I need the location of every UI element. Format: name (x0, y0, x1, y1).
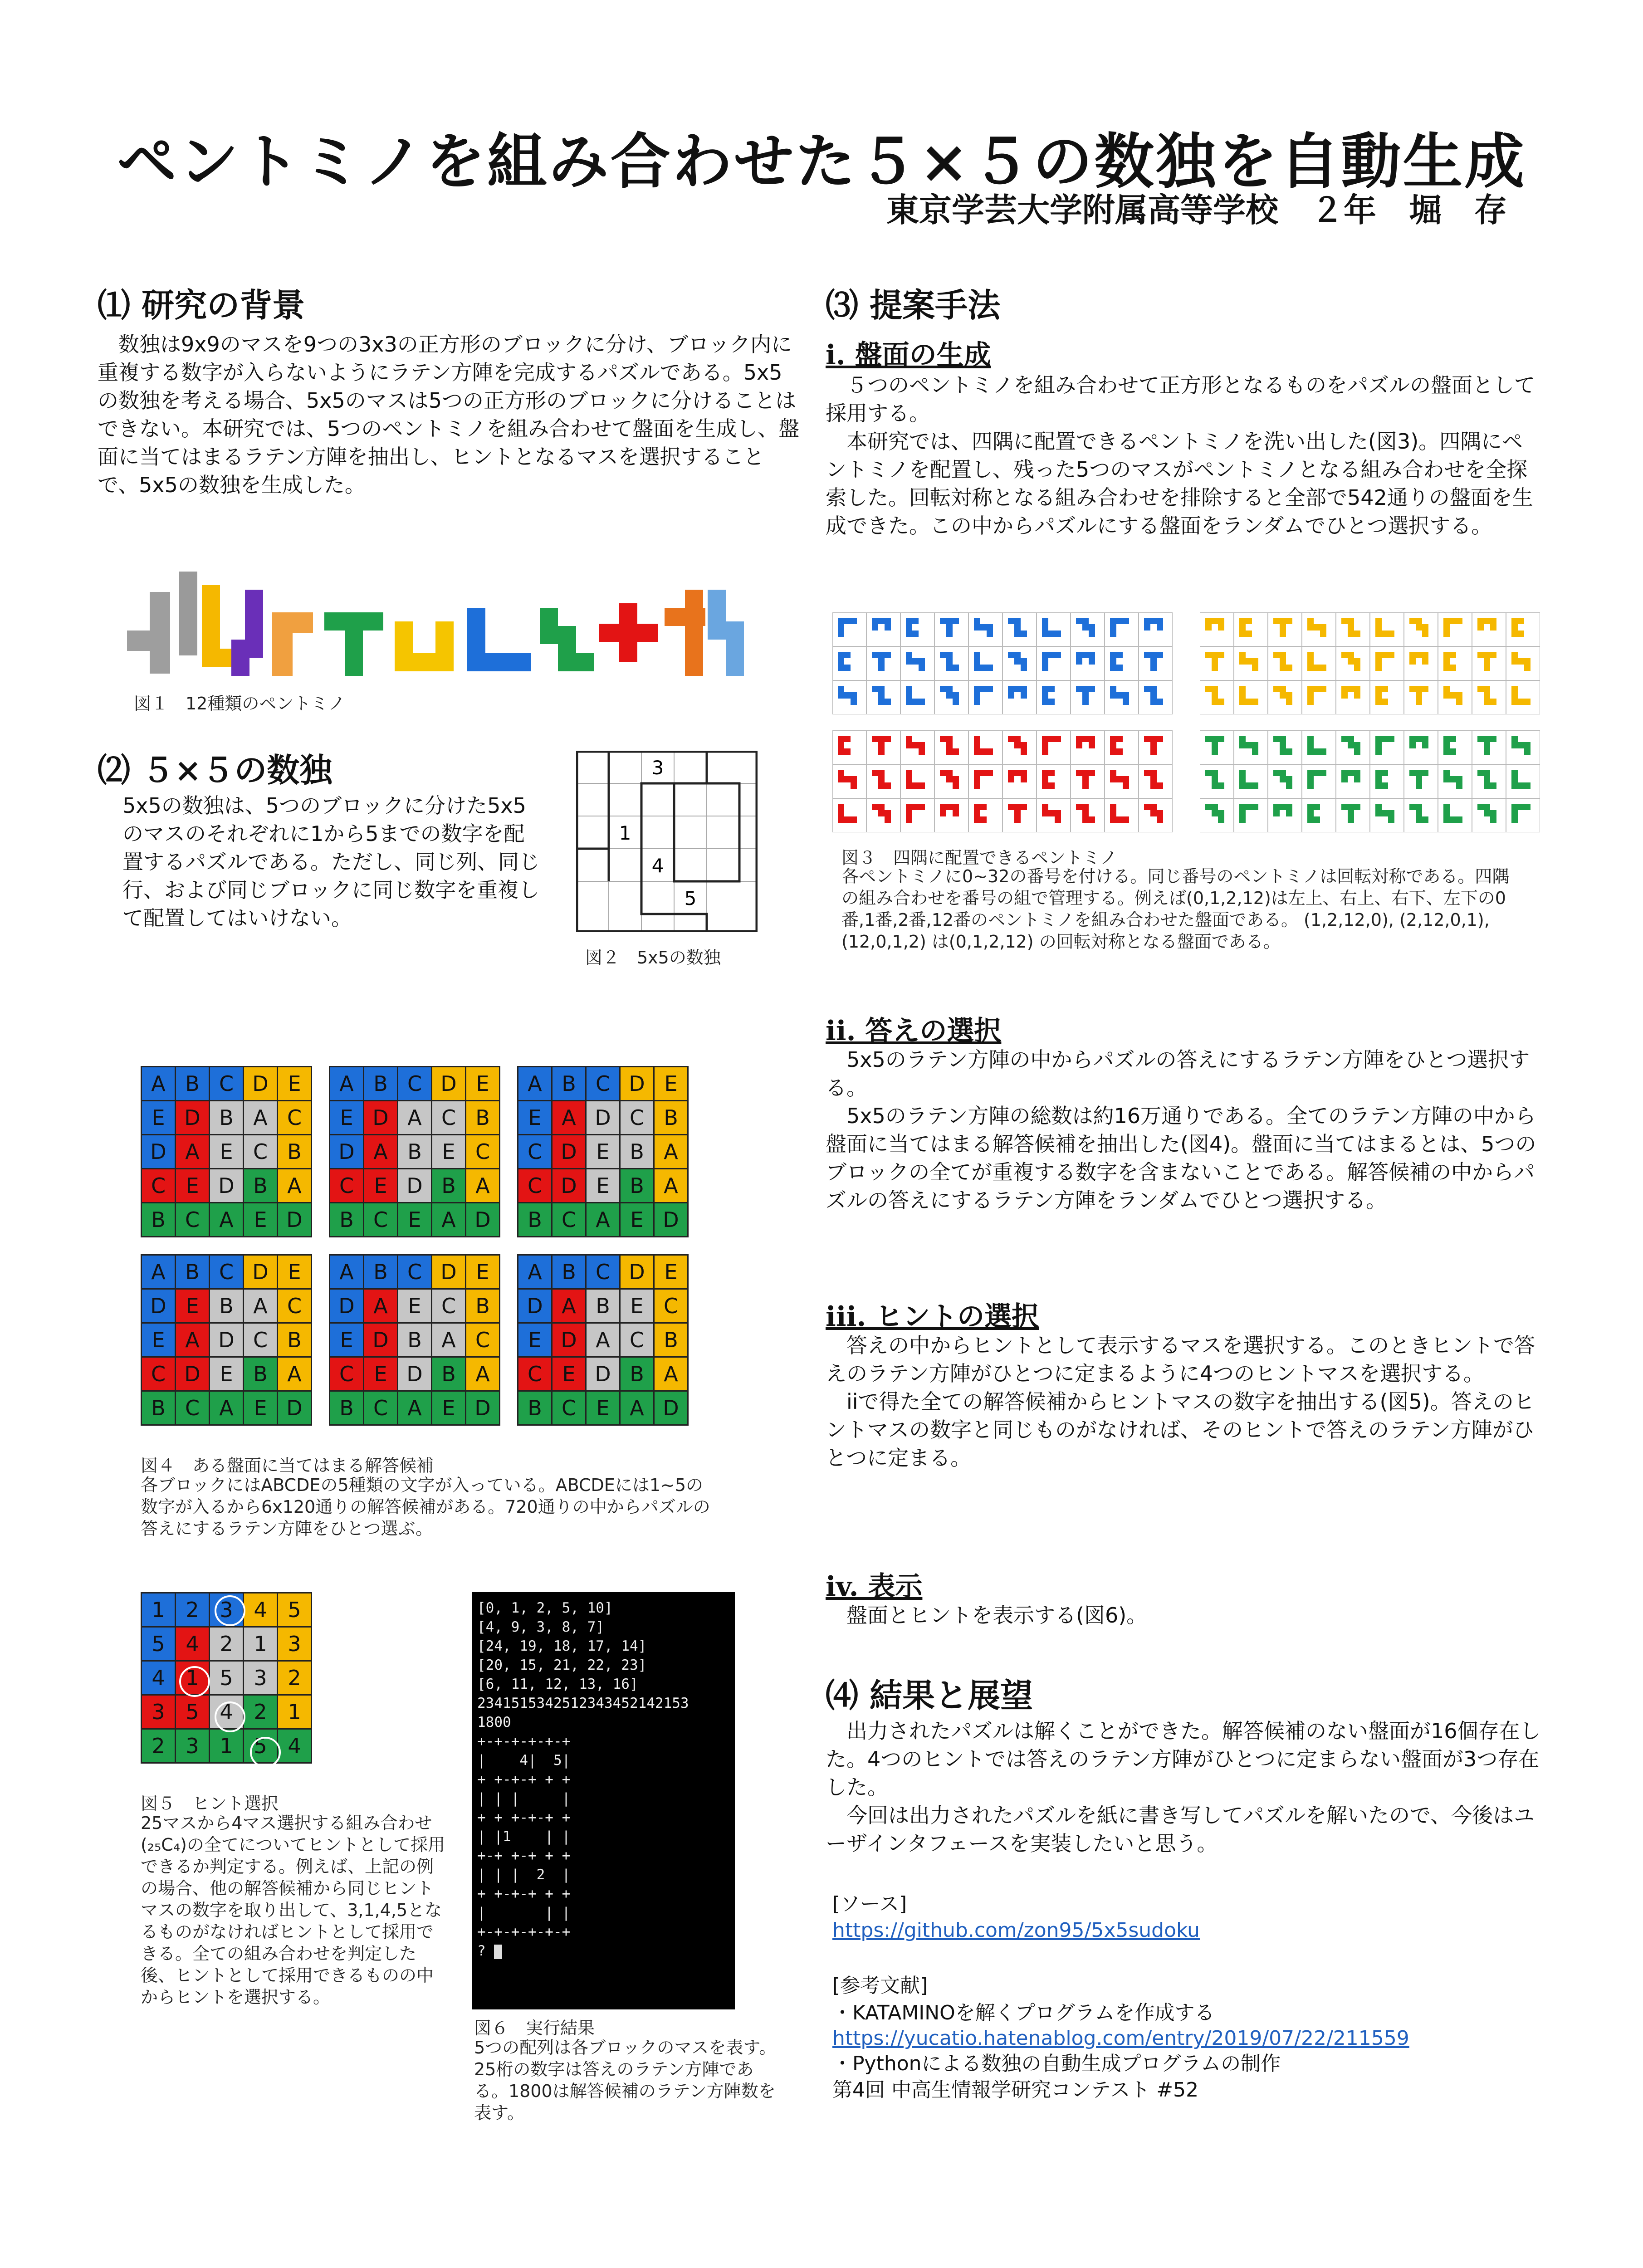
terminal-line: | | | (477, 1905, 571, 1921)
grid-cell: B (620, 1135, 654, 1169)
contest-name: 第4回 中高生情報学研究コンテスト #52 (832, 2078, 1199, 2102)
grid-cell: B (210, 1289, 244, 1323)
terminal-line: +-+ +-+ + + (477, 1848, 571, 1864)
grid-cell: E (364, 1357, 398, 1391)
grid-cell: A (176, 1135, 210, 1169)
grid-cell: E (330, 1101, 364, 1135)
grid-cell: C (398, 1255, 432, 1289)
grid-cell: 2 (142, 1729, 176, 1763)
grid-cell: E (244, 1391, 278, 1425)
grid-cell: C (518, 1357, 552, 1391)
grid-cell: C (330, 1357, 364, 1391)
grid-cell: 1 (244, 1627, 278, 1661)
section-2-body (122, 792, 544, 932)
grid-cell: C (142, 1169, 176, 1203)
grid-cell: E (432, 1391, 466, 1425)
terminal-line: | | | | (477, 1790, 571, 1807)
grid-cell: A (364, 1289, 398, 1323)
pentomino-T (324, 612, 383, 676)
grid-cell: D (552, 1169, 586, 1203)
hint-selection-figure (141, 1592, 322, 1774)
grid-cell: D (620, 1067, 654, 1101)
sudoku-digit-5: 5 (684, 887, 697, 909)
grid-cell: C (244, 1323, 278, 1357)
section-3-i-paragraph-2: 本研究では、四隅に配置できるペントミノを洗い出した(図3)。四隅にペントミノを配置し、残った5つのマスがペントミノとなる組み合わせを全探索した。回転対称となる組み合わせを排除すると全部で542通りの盤面を生成できた。この中からパズルにする盤面をランダムでひとつ選択する。 (826, 429, 1533, 538)
corner-pentomino-figure (832, 612, 1540, 830)
pentomino-P (272, 612, 313, 676)
section-3-iii-paragraph-2: iiで得た全ての解答候補からヒントマスの数字を抽出する(図5)。答えのヒントマスの数字と同じものがなければ、そのヒントで答えのラテン方陣がひとつに定まる。 (826, 1389, 1535, 1470)
grid-cell: B (330, 1391, 364, 1425)
grid-cell: C (364, 1203, 398, 1237)
grid-cell: A (620, 1391, 654, 1425)
grid-cell: A (330, 1067, 364, 1101)
grid-cell: A (398, 1391, 432, 1425)
grid-cell: E (466, 1067, 500, 1101)
figure-1-caption: 図１ 12種類のペントミノ (134, 694, 346, 714)
grid-cell: C (176, 1203, 210, 1237)
grid-cell: 1 (210, 1729, 244, 1763)
grid-cell: E (586, 1391, 620, 1425)
grid-cell: E (398, 1203, 432, 1237)
grid-cell: E (142, 1323, 176, 1357)
grid-cell: C (364, 1391, 398, 1425)
grid-cell: A (518, 1067, 552, 1101)
grid-cell: D (466, 1391, 500, 1425)
grid-cell: 3 (176, 1729, 210, 1763)
grid-cell: D (552, 1135, 586, 1169)
grid-cell: 3 (244, 1661, 278, 1695)
grid-cell: 4 (244, 1593, 278, 1627)
grid-cell: E (620, 1289, 654, 1323)
section-3-iv-paragraph: 盤面とヒントを表示する(図6)。 (846, 1603, 1148, 1628)
grid-cell: B (398, 1135, 432, 1169)
grid-cell: A (654, 1357, 688, 1391)
section-3-i-paragraph-1: ５つのペントミノを組み合わせて正方形となるものをパズルの盤面として採用する。 (826, 373, 1535, 425)
pentomino-V (467, 608, 531, 671)
grid-cell: B (176, 1255, 210, 1289)
grid-cell: 5 (244, 1729, 278, 1763)
grid-cell: E (364, 1169, 398, 1203)
grid-cell: A (142, 1067, 176, 1101)
figure-3-caption-title: 図３ 四隅に配置できるペントミノ (841, 848, 1118, 868)
candidate-grid (329, 1254, 500, 1426)
reference-2: ・Pythonによる数独の自動生成プログラムの制作 (832, 2052, 1281, 2075)
grid-cell: C (278, 1101, 312, 1135)
section-3-iii-heading: iii. ヒントの選択 (826, 1301, 1039, 1333)
yellow-corner-panel (1200, 612, 1540, 714)
terminal-line: [24, 19, 18, 17, 14] (477, 1638, 647, 1654)
grid-cell: A (466, 1357, 500, 1391)
pentomino-X (599, 603, 658, 662)
poster-title: ペントミノを組み合わせた５×５の数独を自動生成 (117, 127, 1526, 197)
grid-cell: 1 (278, 1695, 312, 1729)
grid-cell: D (654, 1391, 688, 1425)
grid-cell: C (518, 1169, 552, 1203)
figure-2-caption: 図２ 5x5の数独 (585, 948, 721, 968)
terminal-line: | | | 2 | (477, 1867, 571, 1883)
grid-cell: C (586, 1067, 620, 1101)
grid-cell: D (210, 1169, 244, 1203)
section-1-body (98, 330, 801, 499)
section-3-ii-body (826, 1046, 1542, 1214)
hint-circle (179, 1666, 210, 1697)
figure-6-caption-title: 図６ 実行結果 (474, 2018, 595, 2038)
grid-cell: A (176, 1323, 210, 1357)
grid-cell: E (432, 1135, 466, 1169)
grid-cell: 4 (176, 1627, 210, 1661)
source-link[interactable]: https://github.com/zon95/5x5sudoku (832, 1919, 1200, 1942)
grid-cell: B (432, 1169, 466, 1203)
grid-cell: 5 (278, 1593, 312, 1627)
section-3-iv-body (826, 1601, 1542, 1629)
figure-3-caption-body: 各ペントミノに0~32の番号を付ける。同じ番号のペントミノは回転対称である。四隅の組み合わせを番号の組で管理する。例えば(0,1,2,12)は左上、右上、右下、左下の0番,1番,2番,12番のペントミノを組み合わせた盤面である。 (1,2,12,0), (2,12,0,1), (12,0,1,2) は(0,1,2,12) の回転対称となる盤面である。 (841, 866, 1510, 952)
grid-cell: B (466, 1289, 500, 1323)
grid-cell: C (244, 1135, 278, 1169)
grid-cell: E (620, 1203, 654, 1237)
terminal-line: 2341515342512343452142153 (477, 1695, 689, 1711)
grid-cell: E (552, 1357, 586, 1391)
terminal-line: [4, 9, 3, 8, 7] (477, 1619, 604, 1635)
terminal-line: + +-+-+ + + (477, 1771, 571, 1788)
grid-cell: D (278, 1203, 312, 1237)
terminal-line: [6, 11, 12, 13, 16] (477, 1676, 638, 1692)
grid-cell: E (244, 1203, 278, 1237)
grid-cell: C (586, 1255, 620, 1289)
grid-cell: A (330, 1255, 364, 1289)
grid-cell: B (620, 1169, 654, 1203)
grid-cell: E (278, 1255, 312, 1289)
section-3-iv-heading: iv. 表示 (826, 1571, 923, 1603)
reference-1-link[interactable]: https://yucatio.hatenablog.com/entry/2019/07/22/211559 (832, 2027, 1409, 2050)
grid-cell: C (210, 1067, 244, 1101)
grid-cell: D (244, 1255, 278, 1289)
green-corner-panel (1200, 730, 1540, 832)
grid-cell: B (398, 1323, 432, 1357)
grid-cell: A (244, 1289, 278, 1323)
source-label: [ソース] (832, 1892, 907, 1916)
answer-candidates-figure (141, 1066, 699, 1429)
grid-cell: A (586, 1323, 620, 1357)
section-3-iii-body (826, 1331, 1542, 1472)
section-3-ii-paragraph-2: 5x5のラテン方陣の総数は約16万通りである。全てのラテン方陣の中から盤面に当てはまる解答候補を抽出した(図4)。盤面に当てはまるとは、5つのブロックの全てが重複する数字を含まないことである。解答候補の中からパズルの答えにするラテン方陣をランダムでひとつ選択する。 (826, 1104, 1536, 1212)
grid-cell: B (244, 1169, 278, 1203)
grid-cell: B (654, 1323, 688, 1357)
grid-cell: 2 (176, 1593, 210, 1627)
section-4-paragraph-2: 今回は出力されたパズルを紙に書き写してパズルを解いたので、今後はユーザインタフェースを実装したいと思う。 (826, 1803, 1535, 1856)
grid-cell: E (210, 1135, 244, 1169)
hint-circle (215, 1595, 245, 1626)
grid-cell: D (432, 1255, 466, 1289)
grid-cell: C (330, 1169, 364, 1203)
grid-cell: E (278, 1067, 312, 1101)
grid-cell: C (432, 1289, 466, 1323)
terminal-line: | |1 | | (477, 1828, 571, 1845)
figure-4-caption-title: 図４ ある盤面に当てはまる解答候補 (141, 1456, 434, 1476)
author-line: 東京学芸大学附属高等学校 ２年 堀 存 (886, 191, 1507, 229)
blue-corner-panel (832, 612, 1173, 714)
grid-cell: 2 (210, 1627, 244, 1661)
candidate-grid (329, 1066, 500, 1237)
grid-cell: B (278, 1135, 312, 1169)
grid-cell: A (398, 1101, 432, 1135)
grid-cell: C (620, 1101, 654, 1135)
grid-cell: E (518, 1101, 552, 1135)
hint-circle (250, 1737, 281, 1768)
figure-4-caption-body: 各ブロックにはABCDEの5種類の文字が入っている。ABCDEには1~5の数字が入るから6x120通りの解答候補がある。720通りの中からパズルの答えにするラテン方陣をひとつ選ぶ。 (141, 1475, 710, 1539)
grid-cell: D (176, 1101, 210, 1135)
grid-cell: C (176, 1391, 210, 1425)
grid-cell: C (466, 1135, 500, 1169)
grid-cell: B (466, 1101, 500, 1135)
grid-cell: 4 (210, 1695, 244, 1729)
terminal-line: 1800 (477, 1714, 511, 1730)
section-2-heading: ⑵ ５×５の数独 (98, 751, 333, 789)
grid-cell: E (654, 1067, 688, 1101)
grid-cell: A (586, 1203, 620, 1237)
grid-cell: B (552, 1255, 586, 1289)
pentomino-W (540, 608, 594, 671)
grid-cell: C (278, 1289, 312, 1323)
grid-cell: 3 (278, 1627, 312, 1661)
grid-cell: D (210, 1323, 244, 1357)
grid-cell: A (552, 1289, 586, 1323)
terminal-line: +-+-+-+-+-+ (477, 1924, 571, 1940)
grid-cell: D (398, 1357, 432, 1391)
grid-cell: 1 (176, 1661, 210, 1695)
grid-cell: E (398, 1289, 432, 1323)
grid-cell: D (330, 1289, 364, 1323)
section-3-heading: ⑶ 提案手法 (826, 286, 1001, 324)
grid-cell: 5 (142, 1627, 176, 1661)
grid-cell: B (142, 1391, 176, 1425)
grid-cell: A (654, 1169, 688, 1203)
grid-cell: C (210, 1255, 244, 1289)
grid-cell: D (330, 1135, 364, 1169)
section-3-ii-paragraph-1: 5x5のラテン方陣の中からパズルの答えにするラテン方陣をひとつ選択する。 (826, 1047, 1530, 1100)
grid-cell: C (552, 1391, 586, 1425)
terminal-line: ? (477, 1941, 729, 1960)
figure-5-caption-body: 25マスから4マス選択する組み合わせ(₂₅C₄)の全てについてヒントとして採用できるか判定する。例えば、上記の例の場合、他の解答候補から同じヒントマスの数字を取り出して、3,1,4,5となるものがなければヒントとして採用できる。全ての組み合わせを判定した後、ヒントとして採用できるものの中からヒントを選択する。 (141, 1813, 445, 2007)
grid-cell: C (432, 1101, 466, 1135)
grid-cell: D (552, 1323, 586, 1357)
grid-cell: 2 (278, 1661, 312, 1695)
grid-cell: A (518, 1255, 552, 1289)
grid-cell: A (210, 1391, 244, 1425)
sudoku-digit-3: 3 (651, 757, 664, 779)
figure-5-caption-title: 図５ ヒント選択 (141, 1794, 279, 1813)
grid-cell: A (210, 1203, 244, 1237)
candidate-grid (517, 1254, 689, 1426)
grid-cell: B (210, 1101, 244, 1135)
grid-cell: D (142, 1135, 176, 1169)
grid-cell: E (466, 1255, 500, 1289)
section-4-heading: ⑷ 結果と展望 (826, 1676, 1033, 1715)
pentomino-I (179, 572, 197, 655)
grid-cell: D (518, 1289, 552, 1323)
figure-6-caption-body: 5つの配列は各ブロックのマスを表す。25桁の数字は答えのラテン方陣である。1800は解答候補のラテン方陣数を表す。 (474, 2038, 777, 2123)
grid-cell: B (330, 1203, 364, 1237)
grid-cell: D (278, 1391, 312, 1425)
section-4-body (826, 1717, 1542, 1857)
grid-cell: A (364, 1135, 398, 1169)
grid-cell: B (620, 1357, 654, 1391)
grid-cell: C (654, 1289, 688, 1323)
grid-cell: D (398, 1169, 432, 1203)
cursor-block (494, 1945, 502, 1959)
grid-cell: D (142, 1289, 176, 1323)
grid-cell: A (432, 1203, 466, 1237)
grid-cell: B (518, 1391, 552, 1425)
terminal-line: [0, 1, 2, 5, 10] (477, 1600, 613, 1616)
grid-cell: C (466, 1323, 500, 1357)
grid-cell: E (586, 1135, 620, 1169)
grid-cell: E (330, 1323, 364, 1357)
grid-cell: D (364, 1323, 398, 1357)
grid-cell: B (278, 1323, 312, 1357)
sudoku-digit-1: 1 (619, 822, 631, 844)
pentomino-Z (708, 590, 744, 676)
section-1-paragraph: 数独は9x9のマスを9つの3x3の正方形のブロックに分け、ブロック内に重複する数字が入らないようにラテン方陣を完成するパズルである。5x5の数独を考える場合、5x5のマスは5つの正方形のブロックに分けることはできない。本研究では、5つのペントミノを組み合わせて盤面を生成し、盤面に当てはまるラテン方陣を抽出し、ヒントとなるマスを選択することで、5x5の数独を生成した。 (98, 332, 800, 497)
section-3-ii-heading: ii. 答えの選択 (826, 1015, 1002, 1047)
grid-cell: E (518, 1323, 552, 1357)
grid-cell: 3 (142, 1695, 176, 1729)
terminal-line: [20, 15, 21, 22, 23] (477, 1657, 647, 1673)
section-4-paragraph-1: 出力されたパズルは解くことができた。解答候補のない盤面が16個存在した。4つのヒントでは答えのラテン方陣がひとつに定まらない盤面が3つ存在した。 (826, 1719, 1541, 1799)
section-3-i-body (826, 371, 1542, 540)
grid-cell: E (210, 1357, 244, 1391)
section-3-iii-paragraph-1: 答えの中からヒントとして表示するマスを選択する。このときヒントで答えのラテン方陣がひとつに定まるように4つのヒントマスを選択する。 (826, 1333, 1535, 1386)
grid-cell: B (142, 1203, 176, 1237)
terminal-line: | 4| 5| (477, 1752, 571, 1769)
execution-result-terminal (472, 1592, 735, 2009)
grid-cell: B (654, 1101, 688, 1135)
section-2-paragraph: 5x5の数独は、5つのブロックに分けた5x5のマスのそれぞれに1から5までの数字を配置するパズルである。ただし、同じ列、同じ行、および同じブロックに同じ数字を重複して配置してはいけない。 (122, 793, 540, 930)
grid-cell: B (432, 1357, 466, 1391)
references-label: [参考文献] (832, 1974, 928, 1997)
candidate-grid (517, 1066, 689, 1237)
grid-cell: A (552, 1101, 586, 1135)
hint-circle (215, 1701, 245, 1732)
grid-cell: D (176, 1357, 210, 1391)
grid-cell: A (278, 1357, 312, 1391)
grid-cell: C (620, 1323, 654, 1357)
grid-cell: C (142, 1357, 176, 1391)
grid-cell: D (432, 1067, 466, 1101)
candidate-grid (141, 1066, 312, 1237)
grid-cell: 4 (142, 1661, 176, 1695)
terminal-line: + +-+-+ + + (477, 1886, 571, 1902)
grid-cell: 5 (210, 1661, 244, 1695)
grid-cell: 2 (244, 1695, 278, 1729)
grid-cell: A (244, 1101, 278, 1135)
grid-cell: D (244, 1067, 278, 1101)
section-1-heading: ⑴ 研究の背景 (98, 286, 305, 324)
grid-cell: B (364, 1067, 398, 1101)
grid-cell: B (244, 1357, 278, 1391)
grid-cell: C (518, 1135, 552, 1169)
grid-cell: D (586, 1101, 620, 1135)
grid-cell: A (654, 1135, 688, 1169)
grid-cell: C (398, 1067, 432, 1101)
grid-cell: A (278, 1169, 312, 1203)
terminal-line: + + +-+-+ + (477, 1809, 571, 1826)
grid-cell: D (654, 1203, 688, 1237)
terminal-line: +-+-+-+-+-+ (477, 1733, 571, 1750)
red-corner-panel (832, 730, 1173, 832)
pentomino-U (395, 621, 454, 671)
pentomino-F (127, 592, 170, 674)
grid-cell: B (518, 1203, 552, 1237)
grid-cell: E (586, 1169, 620, 1203)
grid-cell: C (552, 1203, 586, 1237)
pentomino-Y (665, 590, 705, 676)
grid-cell: D (364, 1101, 398, 1135)
reference-1: ・KATAMINOを解くプログラムを作成する (832, 2001, 1215, 2024)
grid-cell: E (142, 1101, 176, 1135)
grid-cell: B (364, 1255, 398, 1289)
grid-cell: E (176, 1169, 210, 1203)
candidate-grid (141, 1254, 312, 1426)
sudoku-digit-4: 4 (651, 855, 664, 877)
grid-cell: 3 (210, 1593, 244, 1627)
grid-cell: D (466, 1203, 500, 1237)
grid-cell: B (176, 1067, 210, 1101)
sudoku-board-figure (576, 751, 758, 932)
pentomino-set-figure (122, 572, 748, 680)
grid-cell: D (586, 1357, 620, 1391)
grid-cell: E (654, 1255, 688, 1289)
grid-cell: B (552, 1067, 586, 1101)
pentomino-N (231, 590, 263, 676)
grid-cell: A (142, 1255, 176, 1289)
grid-cell: D (620, 1255, 654, 1289)
grid-cell: 4 (278, 1729, 312, 1763)
grid-cell: A (466, 1169, 500, 1203)
grid-cell: B (586, 1289, 620, 1323)
section-3-i-heading: i. 盤面の生成 (826, 339, 991, 371)
grid-cell: 5 (176, 1695, 210, 1729)
grid-cell: E (176, 1289, 210, 1323)
grid-cell: A (432, 1323, 466, 1357)
grid-cell: 1 (142, 1593, 176, 1627)
